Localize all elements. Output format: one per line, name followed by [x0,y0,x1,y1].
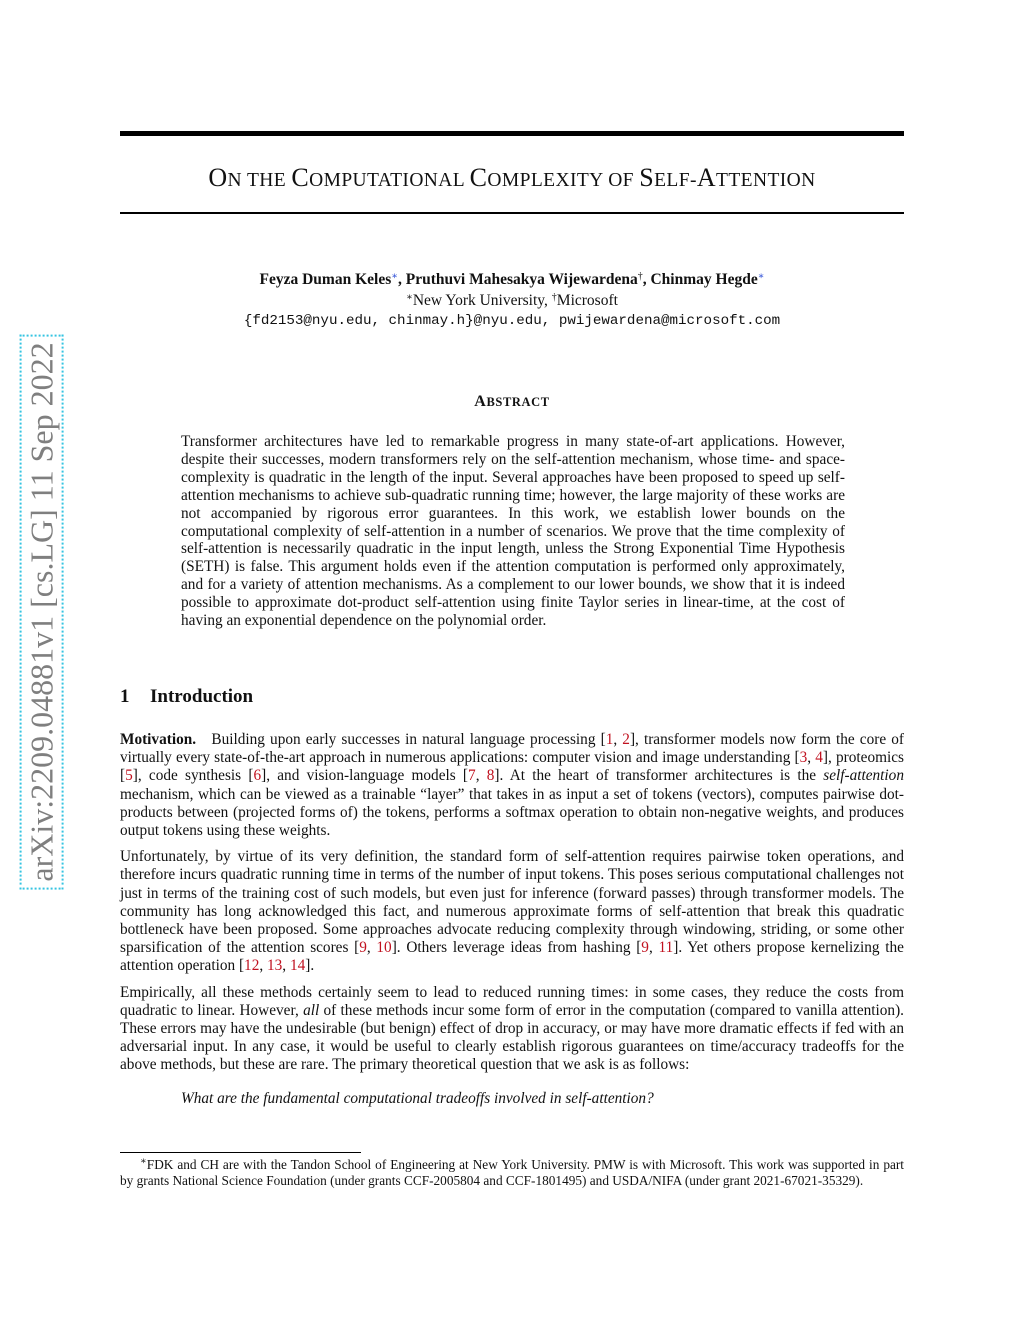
abstract-heading-cap: A [474,393,487,410]
affiliations [120,291,904,311]
arxiv-stamp-text: arXiv:2209.04881v1 [cs.LG] 11 Sep 2022 [20,334,64,889]
citation-link[interactable]: 8 [486,767,495,785]
title-rest: OMPLEXITY OF [487,170,640,191]
affil-inst: Microsoft [556,292,618,309]
citation-link[interactable]: 7 [468,767,476,785]
footnote-rule [120,1152,361,1153]
section-title: Introduction [150,686,254,707]
text-run: ]. Yet others propose kernelizing the attention operation [ [120,939,904,975]
citation-link[interactable]: 12 [244,957,260,975]
title-cap: A [696,163,717,192]
text-run: , [475,767,487,785]
text-run: of these methods incur some form of error in the computation (compared to vanilla attention). These errors may have the undesirable (but benign) effect of drop in accuracy, or may have more dramatic effects if fed with an adversarial input. In any case, it would be useful to clearly establish rigorous guarantees on time/accuracy tradeoffs for the above methods, but these are rare. The primary theoretical question that we ask is as follows: [120,1001,904,1074]
affil-mark: † [551,292,557,303]
text-run: Empirically, all these methods certainly seem to lead to reduced running times: in some cases, they reduce the costs from quadratic to linear. However, [120,983,904,1019]
emphasis: self-attention [823,767,904,785]
title-cap: S [639,163,655,192]
citation-link[interactable]: 1 [605,731,614,748]
title-rest: N THE [227,170,292,191]
text-run: Building upon early successes in natural language processing [ [211,731,606,748]
text-run: ], proteomics [ [120,749,904,785]
citation-link[interactable]: 2 [622,731,630,748]
text-run: ]. At the heart of transformer architectures is the [494,767,824,785]
title-bottom-rule [120,212,904,214]
author-separator: , [398,271,406,288]
text-run: Unfortunately, by virtue of its very definition, the standard form of self-attention requires pairwise token operations, and therefore incurs quadratic running time in terms of the number of input tokens. This poses serious computational challenges not just in terms of the training cost of such models, but even just for inference (forward passes) through transformer models. The community has long acknowledged this fact, and numerous approximate forms of self-attention that break this quadratic bottleneck have been proposed. Some approaches advocate reducing complexity through windowing, striding, or some other sparsification of the attention scores [ [120,848,904,957]
author-separator: , [642,271,651,288]
citation-link[interactable]: 6 [253,767,262,785]
citation-link[interactable]: 9 [641,939,649,957]
text-run: , [613,731,623,748]
footnote-mark: ∗ [140,1156,147,1167]
text-run: , [366,939,377,957]
text-run: ], transformer models now form the core of virtually every state-of-the-art approach in numerous applications: computer vision and image understanding [ [120,731,904,767]
abstract-text: Transformer architectures have led to remarkable progress in many state-of-art applications. However, despite their successes, modern transformers rely on the self-attention mechanism, whose time- and space-complexity is quadratic in the length of the input. Several approaches have been proposed to speed up self-attention mechanisms to achieve sub-quadratic running time; however, the large majority of these works are not accompanied by rigorous error guarantees. In this work, we establish lower bounds on the computational complexity of self-attention in a number of scenarios. We prove that the time complexity of self-attention is necessarily quadratic in the input length, unless the Strong Exponential Time Hypothesis (SETH) is false. This argument holds even if the attention computation is performed only approximately, and for a variety of attention mechanisms. As a complement to our lower bounds, we show that it is indeed possible to approximate dot-product self-attention using finite Taylor series in linear-time, at the cost of having an exponential dependence on the polynomial order. [181,433,845,630]
citation-link[interactable]: 13 [267,957,283,975]
text-run: mechanism, which can be viewed as a trainable “layer” that takes in as input a set of tokens (vectors), computes pairwise dot-products between (projected forms of) the tokens, performs a softmax operation to obtain non-negative weights, and produces output tokens using these weights. [120,785,904,840]
citation-link[interactable]: 11 [658,939,674,957]
text-run: , [648,939,659,957]
text-run: ], code synthesis [ [132,767,254,785]
paper-title [120,161,904,198]
paragraph-empirically [120,984,904,1075]
author-name: Pruthuvi Mahesakya Wijewardena [405,271,638,288]
text-run: ], and vision-language models [ [261,767,469,785]
paragraph-lead: Motivation. [120,731,197,748]
citation-link[interactable]: 10 [376,939,392,957]
footnote-text: FDK and CH are with the Tandon School of Engineering at New York University. PMW is with Microsoft. This work was supported in part by grants National Science Foundation (under grants CCF-2005804 and CCF-1801495) and USDA/NIFA (under grant 2021-67021-35329). [120,1157,904,1189]
section-number: 1 [120,686,130,707]
author-mark[interactable]: ∗ [757,271,765,282]
paragraph-unfortunately [120,848,904,975]
abstract-heading-rest: BSTRACT [486,395,550,409]
author-mark[interactable]: ∗ [391,271,399,282]
text-run: , [259,957,267,975]
research-question: What are the fundamental computational tradeoffs involved in self-attention? [181,1089,654,1107]
abstract-heading [120,393,904,411]
citation-link[interactable]: 9 [359,939,367,957]
title-cap: O [208,163,228,192]
text-run: , [807,749,816,767]
author-name: Feyza Duman Keles [259,271,392,288]
title-cap: C [469,163,488,192]
body-text [120,731,904,1108]
title-rest: OMPUTATIONAL [309,170,470,191]
title-rest: ELF- [654,170,697,191]
affil-inst: New York University, [412,292,552,309]
text-run: ]. [305,957,315,975]
section-heading [120,686,253,708]
citation-link[interactable]: 3 [799,749,808,767]
title-rest: TTENTION [716,170,816,191]
affil-mark: ∗ [406,292,413,303]
author-emails: {fd2153@nyu.edu, chinmay.h}@nyu.edu, pwijewardena@microsoft.com [243,313,781,329]
title-cap: C [291,163,310,192]
citation-link[interactable]: 14 [289,957,306,975]
arxiv-stamp [20,320,64,904]
text-run: , [282,957,290,975]
paragraph-motivation [120,731,904,840]
author-mark: † [637,271,643,282]
citation-link[interactable]: 5 [125,767,133,785]
citation-link[interactable]: 4 [815,749,823,767]
text-run: ]. Others leverage ideas from hashing [ [391,939,642,957]
author-name: Chinmay Hegde [650,271,758,288]
author-list [120,270,904,290]
emphasis: all [303,1001,320,1019]
footnote [120,1157,904,1189]
title-top-rule [120,131,904,136]
